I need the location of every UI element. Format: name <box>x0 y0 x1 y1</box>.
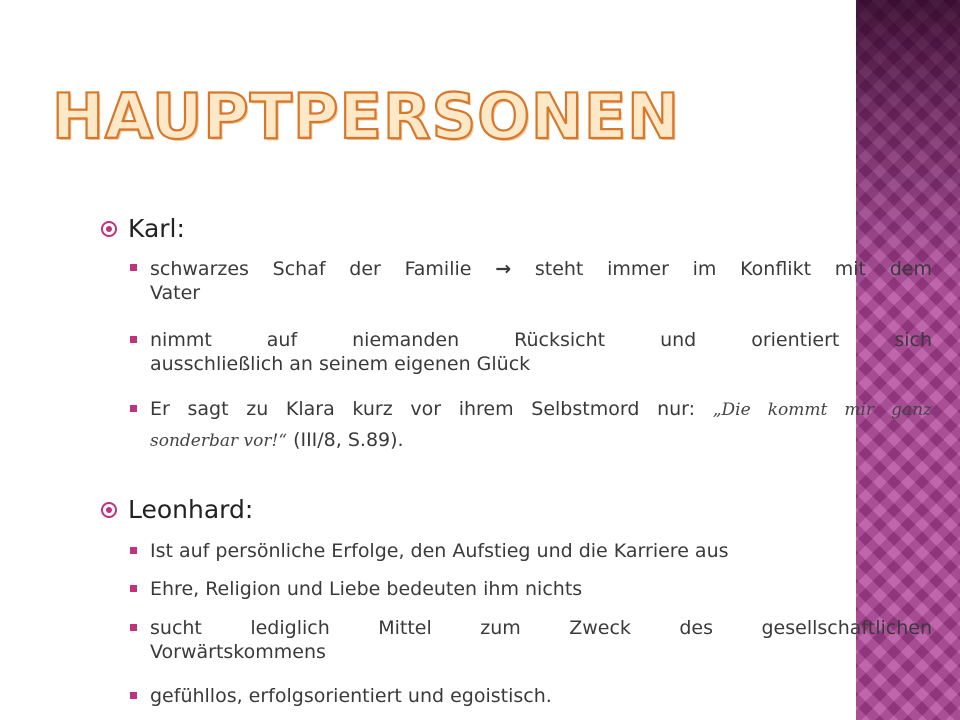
item-text: nimmt auf niemanden Rücksicht und orientiert sich <box>150 329 932 351</box>
item-text: Vater <box>150 282 201 304</box>
section-bullet-icon <box>101 502 117 518</box>
item-text: schwarzes Schaf der Familie <box>150 258 472 280</box>
item-text: Er sagt zu Klara kurz vor ihrem Selbstmord nur: <box>150 398 696 420</box>
item-bullet-icon <box>130 336 137 343</box>
item-bullet-icon <box>130 547 137 554</box>
item-text: steht immer im Konflikt mit dem <box>534 258 932 280</box>
item-text: gefühllos, erfolgsorientiert und egoistisch. <box>150 685 552 707</box>
quote-text: sonderbar vor!“ <box>150 431 288 451</box>
list-item <box>150 577 932 601</box>
item-text: ausschließlich an seinem eigenen Glück <box>150 353 531 375</box>
slide-title: HAUPTPERSONEN <box>52 80 681 153</box>
item-bullet-icon <box>130 405 137 412</box>
reference-text: (III/8, S.89). <box>293 429 404 451</box>
list-item <box>150 257 932 305</box>
item-text: Ist auf persönliche Erfolge, den Aufstieg und die Karriere aus <box>150 540 729 562</box>
list-item <box>150 684 932 708</box>
section-heading-karl: Karl: <box>128 214 185 243</box>
arrow-right-icon: → <box>495 258 512 280</box>
list-item <box>150 328 932 376</box>
section-heading-leonhard: Leonhard: <box>128 495 254 524</box>
item-bullet-icon <box>130 585 137 592</box>
item-text: Ehre, Religion und Liebe bedeuten ihm nichts <box>150 578 583 600</box>
list-item <box>150 539 932 563</box>
section-bullet-icon <box>101 221 117 237</box>
item-text: Vorwärtskommens <box>150 641 326 663</box>
item-bullet-icon <box>130 624 137 631</box>
item-bullet-icon <box>130 264 137 271</box>
quote-text: „Die kommt mir ganz <box>712 400 932 420</box>
list-item <box>150 397 932 453</box>
item-bullet-icon <box>130 692 137 699</box>
item-text: sucht lediglich Mittel zum Zweck des gesellschaftlichen <box>150 617 932 639</box>
list-item <box>150 616 932 664</box>
